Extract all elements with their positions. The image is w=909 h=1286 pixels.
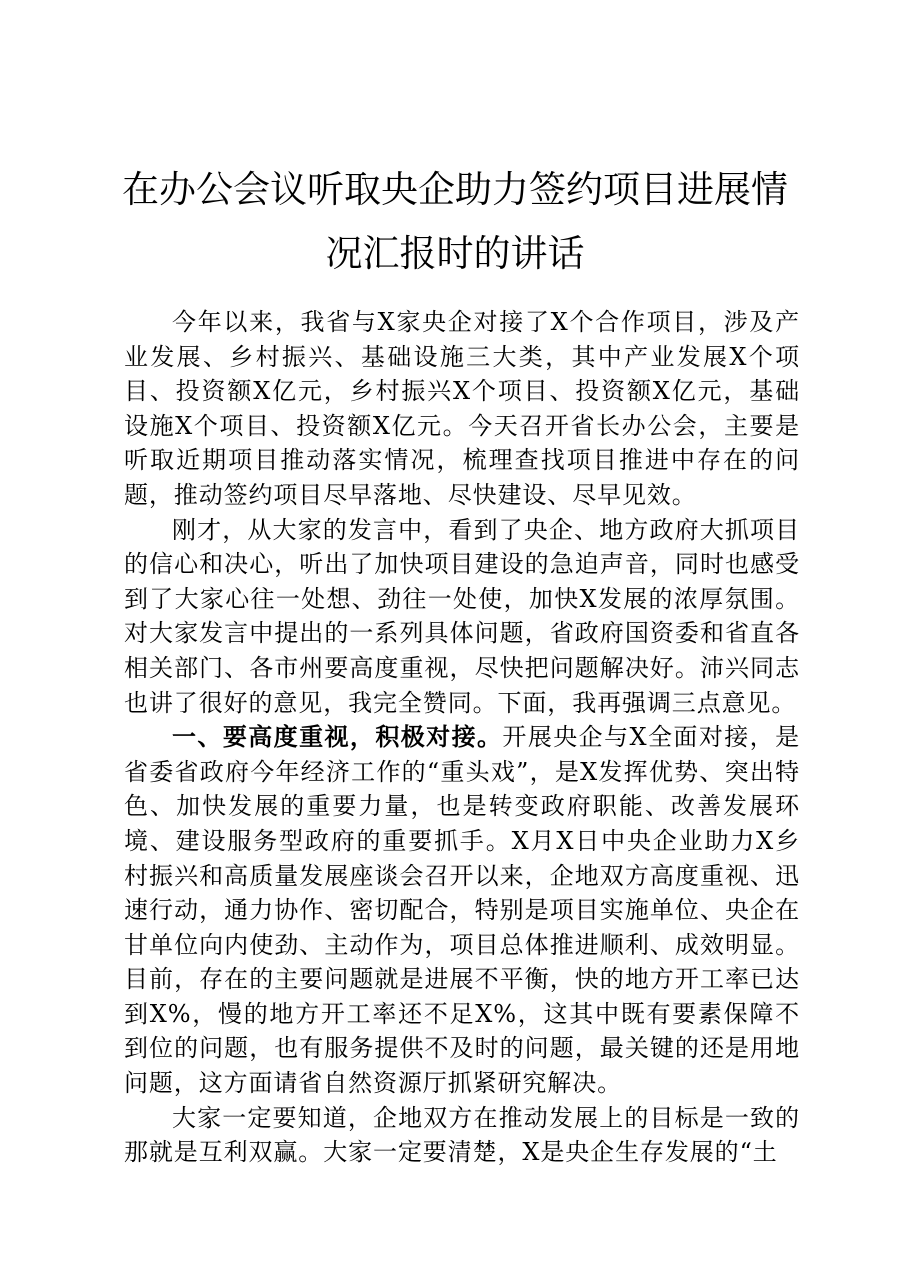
paragraph-4-text: 大家一定要知道，企地双方在推动发展上的目标是一致的那就是互利双赢。大家一定要清楚，X是央企生存发展的“土: [124, 1103, 800, 1167]
paragraph-1: [124, 305, 800, 513]
paragraph-3-text: 开展央企与X全面对接，是省委省政府今年经济工作的“重头戏”，是X发挥优势、突出特色、加快发展的重要力量，也是转变政府职能、改善发展环境、建设服务型政府的重要抓手。X月X日中央企业助力X乡村振兴和高质量发展座谈会召开以来，企地双方高度重视、迅速行动，通力协作、密切配合，特别是项目实施单位、央企在甘单位向内使劲、主动作为，项目总体推进顺利、成效明显。目前，存在的主要问题就是进展不平衡，快的地方开工率已达到X%，慢的地方开工率还不足X%，这其中既有要素保障不到位的问题，也有服务提供不及时的问题，最关键的还是用地问题，这方面请省自然资源厅抓紧研究解决。: [124, 723, 800, 1098]
paragraph-1-text: 今年以来，我省与X家央企对接了X个合作项目，涉及产业发展、乡村振兴、基础设施三大类，其中产业发展X个项目、投资额X亿元，乡村振兴X个项目、投资额X亿元，基础设施X个项目、投资额X亿元。今天召开省长办公会，主要是听取近期项目推动落实情况，梳理查找项目推进中存在的问题，推动签约项目尽早落地、尽快建设、尽早见效。: [124, 308, 800, 509]
section-heading-1: 一、要高度重视，积极对接。: [172, 722, 503, 752]
paragraph-2-text: 刚才，从大家的发言中，看到了央企、地方政府大抓项目的信心和决心，听出了加快项目建设的急迫声音，同时也感受到了大家心往一处想、劲往一处使，加快X发展的浓厚氛围。对大家发言中提出的一系列具体问题，省政府国资委和省直各相关部门、各市州要高度重视，尽快把问题解决好。沛兴同志也讲了很好的意见，我完全赞同。下面，我再强调三点意见。: [124, 515, 800, 717]
paragraph-2: [124, 513, 800, 721]
paragraph-3: [124, 720, 800, 1101]
paragraph-4: [124, 1101, 800, 1170]
document-body: [124, 305, 800, 1170]
document-title: 在办公会议听取央企助力签约项目进展情况汇报时的讲话: [122, 168, 788, 275]
